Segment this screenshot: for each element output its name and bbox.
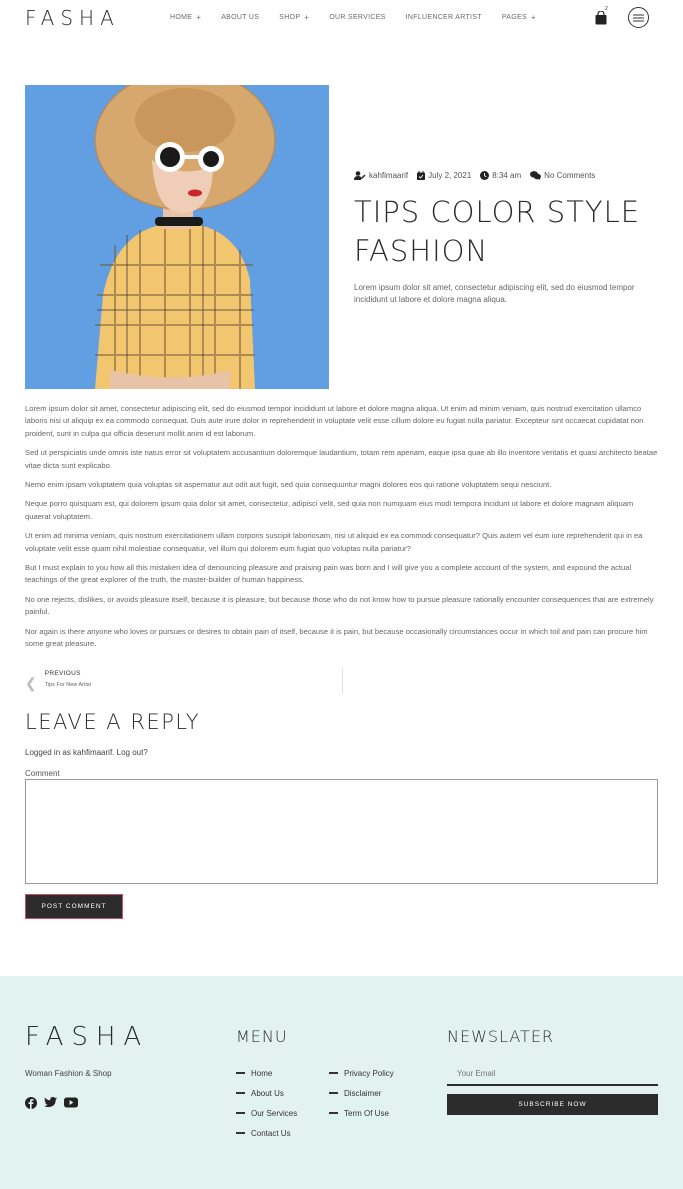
content-paragraph: But I must explain to you how all this mistaken idea of denouncing pleasure and praising pain was born and I will give you a complete account of the system, and expound the actual teachings of the great explorer of the truth, the master-builder of human happiness. bbox=[25, 563, 632, 585]
post-title: TIPS COLOR STYLE FASHION bbox=[354, 195, 641, 268]
site-header bbox=[0, 0, 683, 36]
nav-item-label: PAGES bbox=[501, 14, 527, 21]
reply-title: LEAVE A REPLY bbox=[25, 710, 201, 734]
logged-in-text: Logged in as kahfimaarif. bbox=[25, 748, 115, 757]
post-comments-link[interactable] bbox=[530, 171, 595, 180]
newsletter-email-input[interactable] bbox=[447, 1063, 658, 1086]
author-name: kahfimaarif bbox=[369, 171, 409, 180]
post-time bbox=[480, 171, 521, 180]
nav-item-label: INFLUENCER ARTIST bbox=[405, 14, 482, 21]
post-date[interactable] bbox=[417, 171, 471, 180]
dash-icon bbox=[329, 1072, 338, 1074]
logout-link[interactable]: Log out? bbox=[116, 748, 148, 757]
comment-textarea[interactable] bbox=[25, 779, 658, 884]
nav-item-label: HOME bbox=[170, 14, 193, 21]
nav-item-label: SHOP bbox=[279, 14, 301, 21]
dash-icon bbox=[236, 1112, 245, 1114]
logged-in-notice bbox=[25, 748, 148, 757]
dash-icon bbox=[236, 1072, 245, 1074]
footer-link-about-us[interactable] bbox=[236, 1083, 297, 1103]
main-nav bbox=[170, 13, 556, 22]
dash-icon bbox=[236, 1132, 245, 1134]
post-nav-divider bbox=[342, 668, 343, 694]
post-featured-image bbox=[25, 85, 329, 389]
footer-link-label: Our Services bbox=[251, 1108, 298, 1118]
post-lead: Lorem ipsum dolor sit amet, consectetur adipiscing elit, sed do eiusmod tempor incididunt ut labore et dolore magna aliqua. bbox=[354, 283, 635, 304]
nav-item-about-us[interactable] bbox=[221, 13, 259, 22]
post-content bbox=[25, 403, 660, 658]
post-meta bbox=[354, 171, 604, 180]
nav-item-our-services[interactable] bbox=[329, 13, 385, 22]
footer-link-contact-us[interactable] bbox=[236, 1123, 297, 1143]
dash-icon bbox=[329, 1092, 338, 1094]
content-paragraph: Lorem ipsum dolor sit amet, consectetur adipiscing elit, sed do eiusmod tempor incididunt ut labore et dolore magna aliqua. Ut enim ad minim veniam, quis nostrud exercitation ullamco laboris nisi ut aliquip ex ea commodo consequat. Duis aute irure dolor in reprehenderit in voluptate velit esse cillum dolore eu fugiat nulla pariatur. Excepteur sint occaecat cupidatat non proident, sunt in culpa qui officia deserunt mollit anim id est laborum. bbox=[25, 404, 644, 438]
footer-link-label: Contact Us bbox=[251, 1128, 291, 1138]
content-paragraph: Neque porro quisquam est, qui dolorem ipsum quia dolor sit amet, consectetur, adipisci velit, sed quia non numquam eius modi tempora incidunt ut labore et dolore magnam aliquam quaerat voluptatem. bbox=[25, 499, 634, 521]
nav-item-influencer-artist[interactable] bbox=[406, 13, 482, 22]
comment-label: Comment bbox=[25, 769, 60, 778]
plus-icon: + bbox=[530, 13, 536, 22]
footer-logo[interactable]: FASHA bbox=[25, 1022, 150, 1052]
footer-link-our-services[interactable] bbox=[236, 1103, 297, 1123]
footer-link-label: About Us bbox=[251, 1088, 284, 1098]
dash-icon bbox=[329, 1112, 338, 1114]
previous-post-text bbox=[45, 670, 91, 688]
post-author[interactable] bbox=[354, 171, 408, 180]
footer-tagline: Woman Fashion & Shop bbox=[25, 1069, 112, 1078]
footer-link-label: Disclaimer bbox=[344, 1088, 382, 1098]
footer-link-disclaimer[interactable] bbox=[329, 1083, 394, 1103]
shopping-bag-icon[interactable] bbox=[595, 11, 607, 25]
site-footer bbox=[0, 976, 683, 1189]
footer-menu-title: MENU bbox=[236, 1027, 288, 1046]
youtube-icon[interactable] bbox=[64, 1097, 78, 1109]
previous-post-title: Tips For New Artist bbox=[44, 682, 91, 688]
site-logo[interactable]: FASHA bbox=[25, 6, 120, 30]
cart-count-badge: 2 bbox=[605, 6, 608, 12]
hamburger-icon bbox=[633, 14, 644, 22]
calendar-check-icon bbox=[417, 171, 425, 180]
nav-item-home[interactable] bbox=[170, 13, 201, 22]
time-text: 8:34 am bbox=[492, 171, 522, 180]
chevron-left-icon: ❮ bbox=[25, 675, 37, 691]
facebook-icon[interactable] bbox=[25, 1097, 37, 1109]
subscribe-button[interactable]: SUBSCRIBE NOW bbox=[447, 1094, 658, 1115]
previous-label: PREVIOUS bbox=[44, 670, 81, 677]
comments-count: No Comments bbox=[544, 171, 596, 180]
hamburger-menu-button[interactable] bbox=[628, 7, 649, 28]
footer-link-label: Privacy Policy bbox=[344, 1068, 394, 1078]
content-paragraph: Nor again is there anyone who loves or pursues or desires to obtain pain of itself, because it is pain, but because occasionally circumstances occur in which toil and pain can procure him some great pleasure. bbox=[25, 626, 648, 649]
social-links bbox=[25, 1097, 78, 1109]
footer-menu-col2 bbox=[329, 1063, 394, 1123]
footer-link-term-of-use[interactable] bbox=[329, 1103, 394, 1123]
content-paragraph: No one rejects, dislikes, or avoids pleasure itself, because it is pleasure, but because those who do not know how to pursue pleasure rationally encounter consequences that are extremely painful. bbox=[25, 594, 654, 617]
comments-icon bbox=[530, 171, 541, 180]
clock-icon bbox=[480, 171, 489, 180]
plus-icon: + bbox=[304, 13, 310, 22]
nav-item-label: ABOUT US bbox=[221, 14, 260, 21]
post-comment-button[interactable]: POST COMMENT bbox=[25, 894, 123, 919]
twitter-icon[interactable] bbox=[44, 1097, 57, 1109]
content-paragraph: Nemo enim ipsam voluptatem quia voluptas sit aspernatur aut odit aut fugit, sed quia consequuntur magni dolores eos qui ratione voluptatem sequi nesciunt. bbox=[25, 480, 552, 490]
nav-item-shop[interactable] bbox=[279, 13, 309, 22]
footer-link-label: Home bbox=[251, 1068, 273, 1078]
previous-post-link[interactable] bbox=[25, 670, 91, 692]
footer-link-home[interactable] bbox=[236, 1063, 297, 1083]
footer-link-privacy-policy[interactable] bbox=[329, 1063, 394, 1083]
content-paragraph: Ut enim ad minima veniam, quis nostrum exercitationem ullam corporis suscipit laboriosam, nisi ut aliquid ex ea commodi consequatur? Quis autem vel eum iure reprehenderit qui in ea voluptate velit esse quam nihil molestiae consequatur, vel illum qui dolorem eum fugiat quo voluptas nulla pariatur? bbox=[25, 531, 643, 553]
newsletter-title: NEWSLATER bbox=[447, 1027, 555, 1046]
plus-icon: + bbox=[196, 13, 202, 22]
date-text: July 2, 2021 bbox=[428, 171, 472, 180]
user-edit-icon bbox=[354, 171, 366, 180]
content-paragraph: Sed ut perspiciatis unde omnis iste natus error sit voluptatem accusantium doloremque laudantium, totam rem aperiam, eaque ipsa quae ab illo inventore veritatis et quasi architecto beatae vitae dicta sunt explicabo. bbox=[25, 448, 658, 470]
footer-link-label: Term Of Use bbox=[344, 1108, 389, 1118]
nav-item-pages[interactable] bbox=[502, 13, 536, 22]
nav-item-label: OUR SERVICES bbox=[329, 14, 386, 21]
footer-menu-col1 bbox=[236, 1063, 297, 1143]
dash-icon bbox=[236, 1092, 245, 1094]
